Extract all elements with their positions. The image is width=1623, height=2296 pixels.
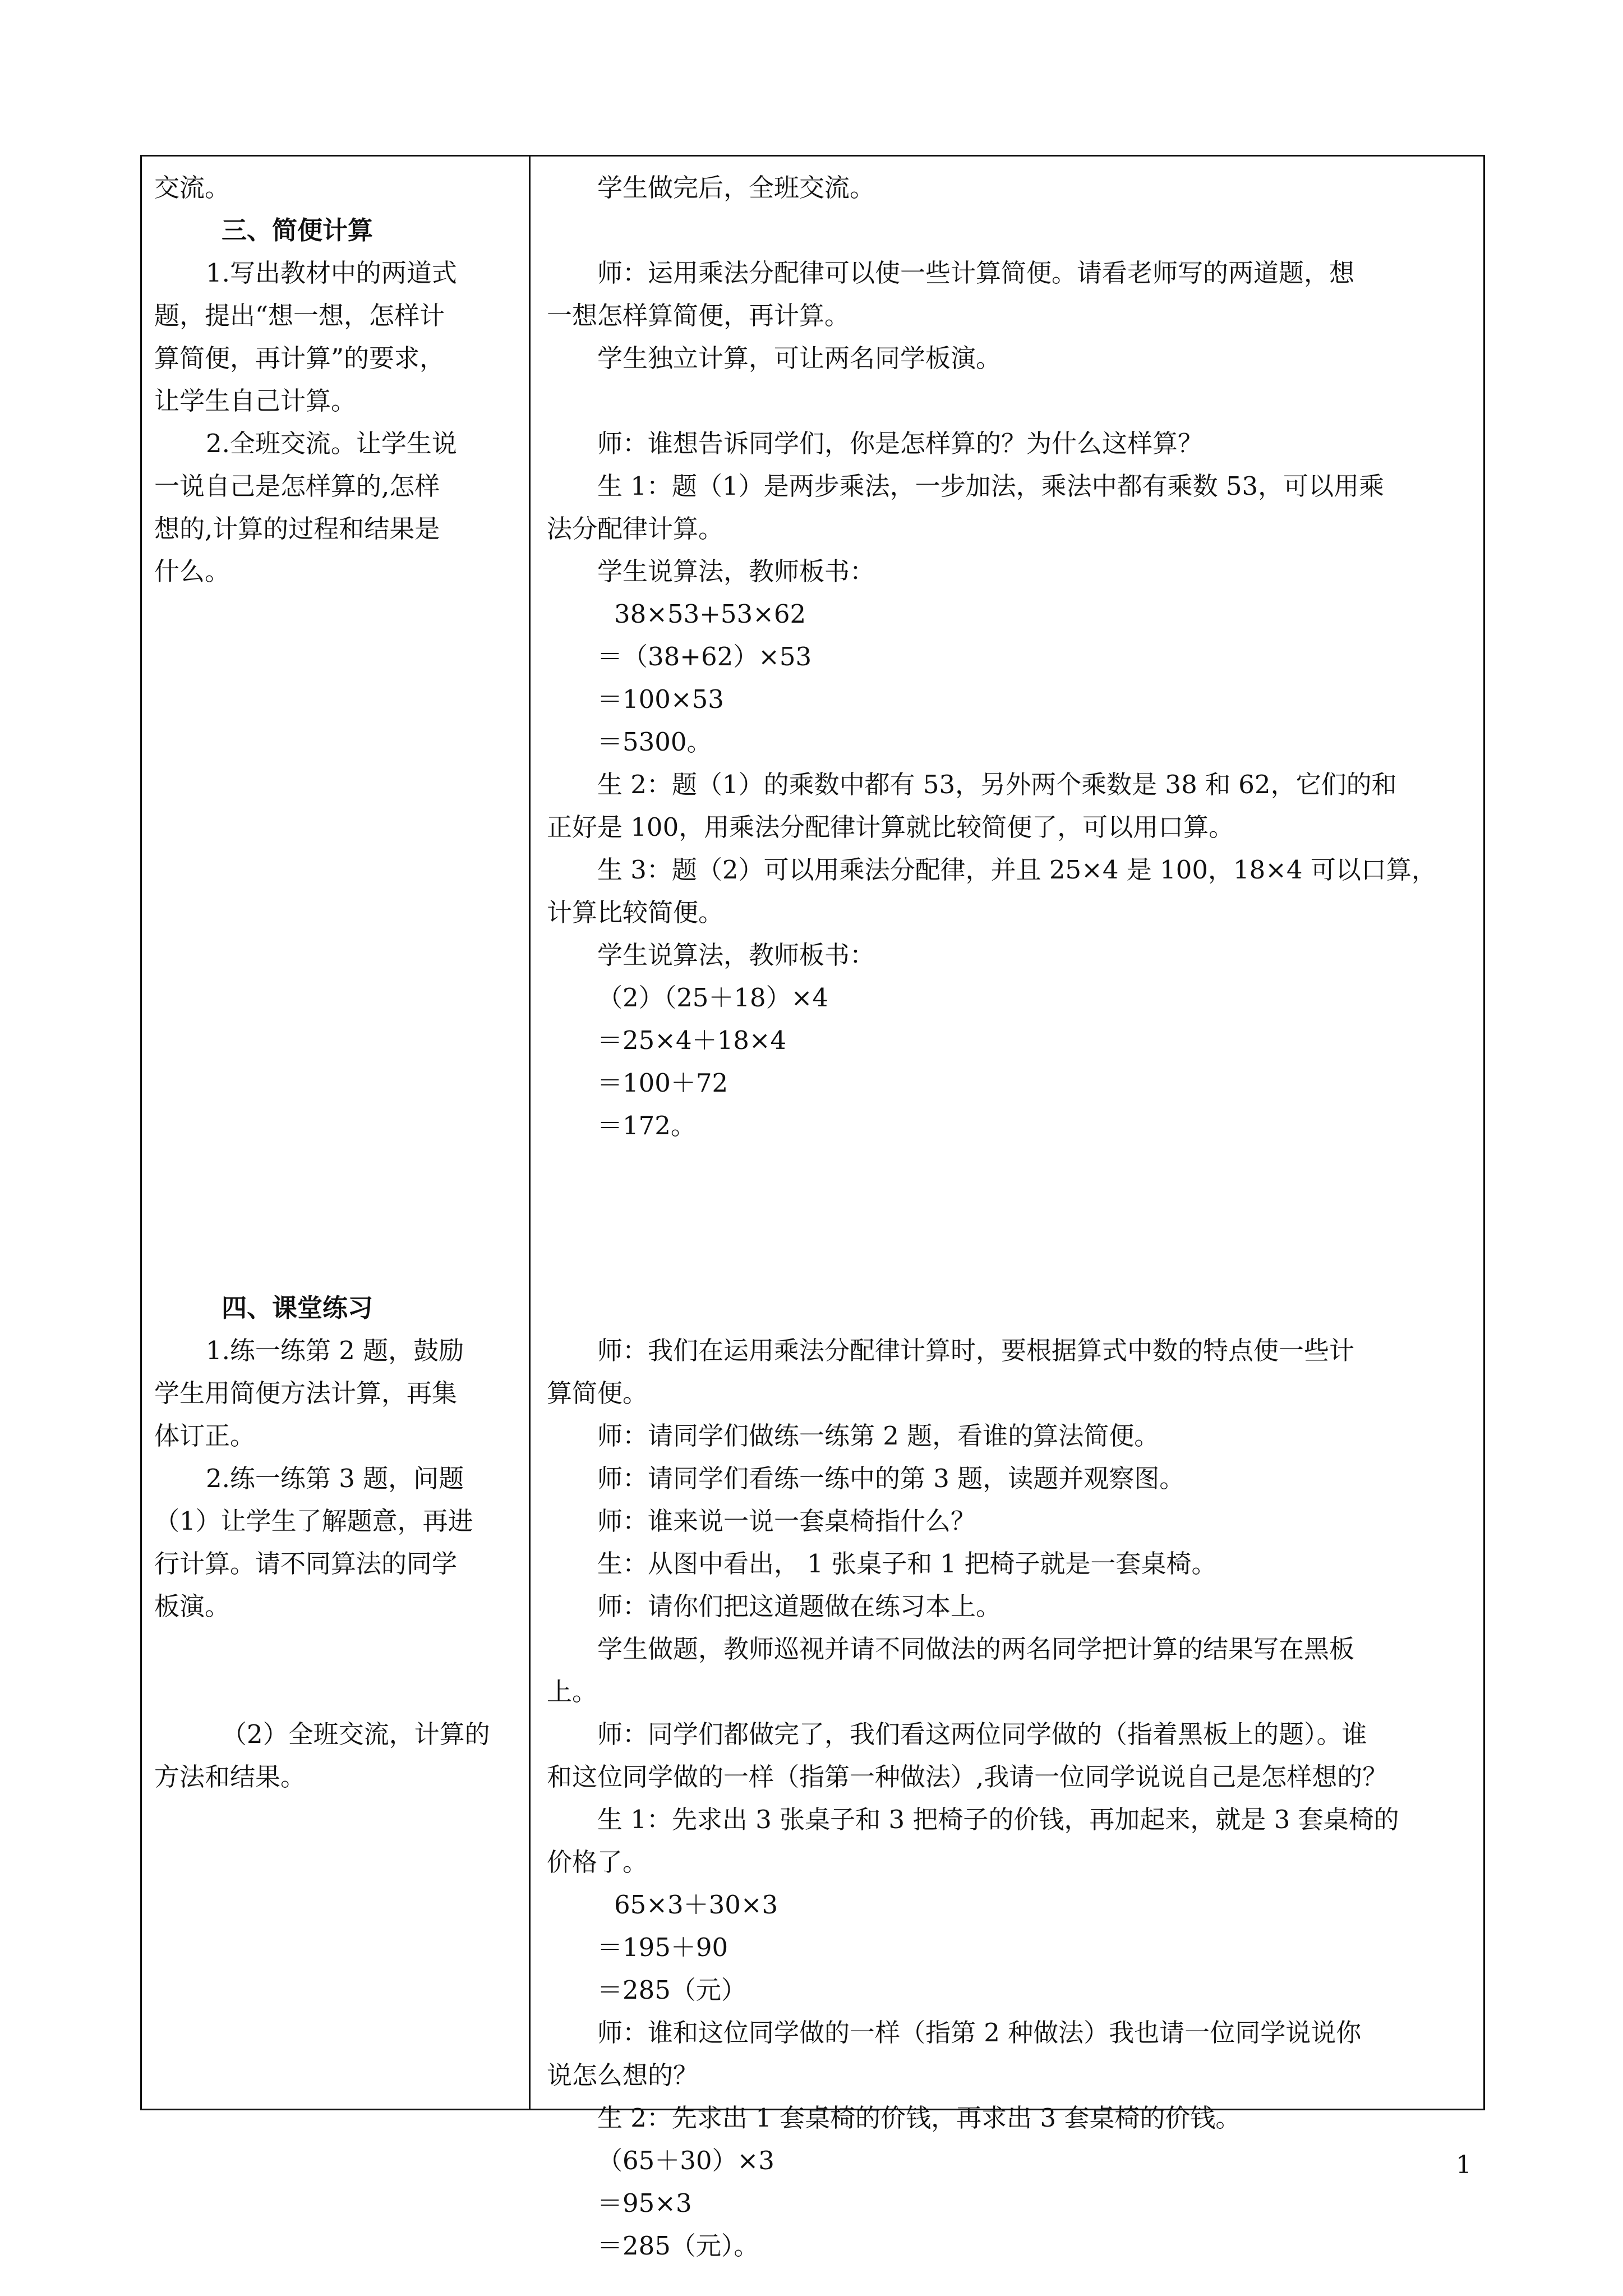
left-line: 什么。	[154, 556, 230, 586]
right-line: 学生做完后，全班交流。	[597, 173, 875, 203]
right-line: 生：从图中看出， 1 张桌子和 1 把椅子就是一套桌椅。	[597, 1549, 1217, 1579]
formula-line: ＝100×53	[597, 684, 724, 714]
right-line: 生 3：题（2）可以用乘法分配律，并且 25×4 是 100，18×4 可以口算，	[597, 855, 1437, 885]
section-heading: 四、课堂练习	[222, 1293, 374, 1323]
left-line: 1.练一练第 2 题，鼓励	[206, 1336, 464, 1365]
left-line: 让学生自己计算。	[154, 386, 357, 416]
right-line: 学生做题，教师巡视并请不同做法的两名同学把计算的结果写在黑板	[597, 1634, 1355, 1664]
right-line: 师：谁和这位同学做的一样（指第 2 种做法）我也请一位同学说说你	[597, 2018, 1362, 2047]
right-line: 生 2：题（1）的乘数中都有 53，另外两个乘数是 38 和 62，它们的和	[597, 770, 1397, 799]
formula-line: ＝95×3	[597, 2188, 692, 2218]
right-line: 师：请同学们做练一练第 2 题，看谁的算法简便。	[597, 1421, 1160, 1451]
right-line: 师：我们在运用乘法分配律计算时，要根据算式中数的特点使一些计	[597, 1336, 1355, 1365]
right-line: 生 1：题（1）是两步乘法，一步加法，乘法中都有乘数 53，可以用乘	[597, 471, 1385, 501]
right-line: 正好是 100，用乘法分配律计算就比较简便了，可以用口算。	[547, 812, 1234, 842]
right-line: 学生独立计算，可让两名同学板演。	[597, 343, 1002, 373]
right-line: 生 1：先求出 3 张桌子和 3 把椅子的价钱，再加起来，就是 3 套桌椅的	[597, 1805, 1399, 1834]
right-line: 算简便。	[547, 1378, 648, 1408]
formula-line: ＝195＋90	[597, 1932, 728, 1962]
right-line: 师：谁想告诉同学们，你是怎样算的？为什么这样算？	[597, 429, 1204, 458]
right-line: 一想怎样算简便，再计算。	[547, 301, 850, 330]
right-line: 师：运用乘法分配律可以使一些计算简便。请看老师写的两道题，想	[597, 258, 1355, 288]
left-line: 行计算。请不同算法的同学	[154, 1549, 458, 1579]
column-divider	[529, 157, 531, 2109]
left-line: 想的,计算的过程和结果是	[154, 514, 440, 544]
right-line: 和这位同学做的一样（指第一种做法）,我请一位同学说说自己是怎样想的？	[547, 1762, 1388, 1792]
formula-line: 38×53+53×62	[614, 599, 806, 629]
left-line: 算简便，再计算”的要求，	[154, 343, 445, 373]
right-line: 师：请同学们看练一练中的第 3 题，读题并观察图。	[597, 1464, 1185, 1493]
right-line: 生 2：先求出 1 套桌椅的价钱，再求出 3 套桌椅的价钱。	[597, 2103, 1241, 2133]
lesson-table	[140, 155, 1485, 2261]
formula-line: ＝25×4＋18×4	[597, 1025, 787, 1055]
formula-line: ＝285（元）	[597, 1975, 746, 2005]
right-line: 学生说算法，教师板书：	[597, 556, 875, 586]
page-number: 1	[1456, 2151, 1472, 2179]
left-line: 一说自己是怎样算的,怎样	[154, 471, 440, 501]
left-line: （2）全班交流，计算的	[222, 1719, 490, 1749]
formula-line: ＝172。	[597, 1111, 696, 1140]
right-line: 说怎么想的？	[547, 2060, 699, 2090]
right-line: 师：同学们都做完了，我们看这两位同学做的（指着黑板上的题）。谁	[597, 1719, 1367, 1749]
formula-line: 65×3＋30×3	[614, 1890, 778, 1920]
right-line: 学生说算法，教师板书：	[597, 940, 875, 970]
formula-line: ＝285（元）。	[597, 2231, 759, 2261]
formula-line: ＝5300。	[597, 727, 712, 757]
formula-line: （2）（25＋18）×4	[597, 983, 828, 1013]
left-line: 体订正。	[154, 1421, 256, 1451]
formula-line: （65＋30）×3	[597, 2146, 774, 2175]
right-line: 上。	[547, 1677, 598, 1706]
right-line: 师：请你们把这道题做在练习本上。	[597, 1591, 1002, 1621]
formula-line: ＝（38+62）×53	[597, 642, 812, 671]
left-line: 2.全班交流。让学生说	[206, 429, 457, 458]
right-line: 师：谁来说一说一套桌椅指什么？	[597, 1506, 976, 1536]
left-line: （1）让学生了解题意，再进	[154, 1506, 473, 1536]
right-line: 价格了。	[547, 1847, 648, 1877]
left-line: 1.写出教材中的两道式	[206, 258, 457, 288]
section-heading: 三、简便计算	[222, 215, 374, 245]
left-line: 学生用简便方法计算，再集	[154, 1378, 458, 1408]
left-line: 交流。	[154, 173, 230, 203]
formula-line: ＝100＋72	[597, 1068, 728, 1098]
left-line: 板演。	[154, 1591, 230, 1621]
left-line: 2.练一练第 3 题，问题	[206, 1464, 464, 1493]
right-line: 法分配律计算。	[547, 514, 724, 544]
right-line: 计算比较简便。	[547, 898, 724, 927]
left-line: 方法和结果。	[154, 1762, 306, 1792]
left-line: 题，提出“想一想，怎样计	[154, 301, 445, 330]
